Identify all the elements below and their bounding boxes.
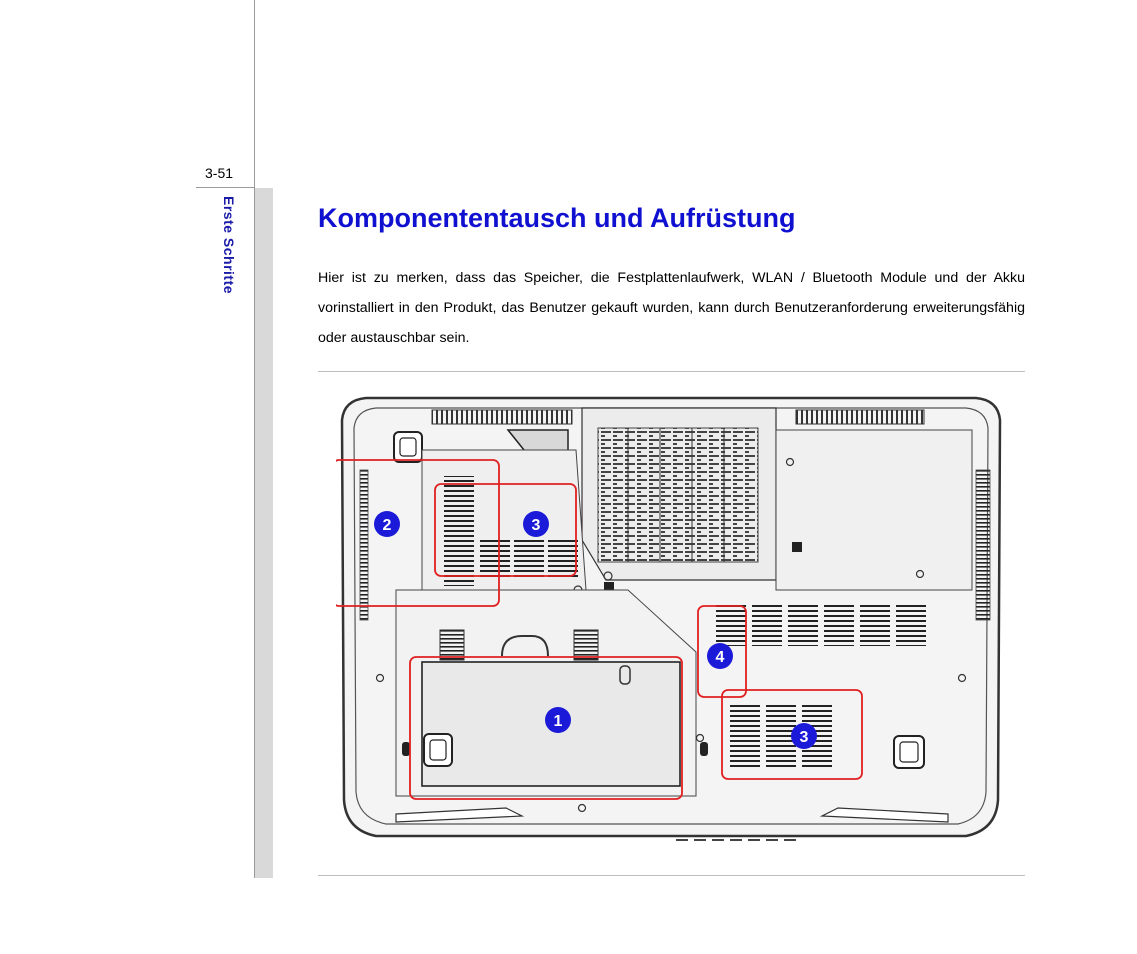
callout-1: [545, 707, 571, 733]
svg-text:4: 4: [715, 649, 725, 666]
callout-4: [707, 643, 733, 669]
callout-2: [374, 511, 400, 537]
svg-text:3: 3: [531, 517, 541, 534]
svg-text:2: 2: [382, 517, 392, 534]
callout-3-lower: [791, 723, 817, 749]
page-number-rule: [196, 187, 254, 188]
callout-3-upper: [523, 511, 549, 537]
figure-rule-top: [318, 371, 1025, 372]
svg-text:1: 1: [553, 713, 563, 730]
laptop-bottom-view-illustration: [336, 390, 1008, 852]
laptop-bottom-figure: [336, 390, 1008, 852]
svg-text:3: 3: [799, 729, 809, 746]
page-title: Komponententausch und Aufrüstung: [318, 203, 796, 233]
figure-rule-bottom: [318, 875, 1025, 876]
intro-paragraph: Hier ist zu merken, dass das Speicher, die Festplattenlaufwerk, WLAN / Bluetooth Module und der Akku vorinstalliert in den Produkt, das Benutzer gekauft wurden, kann durch Benutzeranforderung erweiterungsfähig oder austauschbar sein.: [318, 270, 1025, 346]
section-label: Erste Schritte: [221, 196, 237, 295]
sidebar-bar: [255, 188, 273, 878]
page-number: 3-51: [205, 165, 234, 181]
